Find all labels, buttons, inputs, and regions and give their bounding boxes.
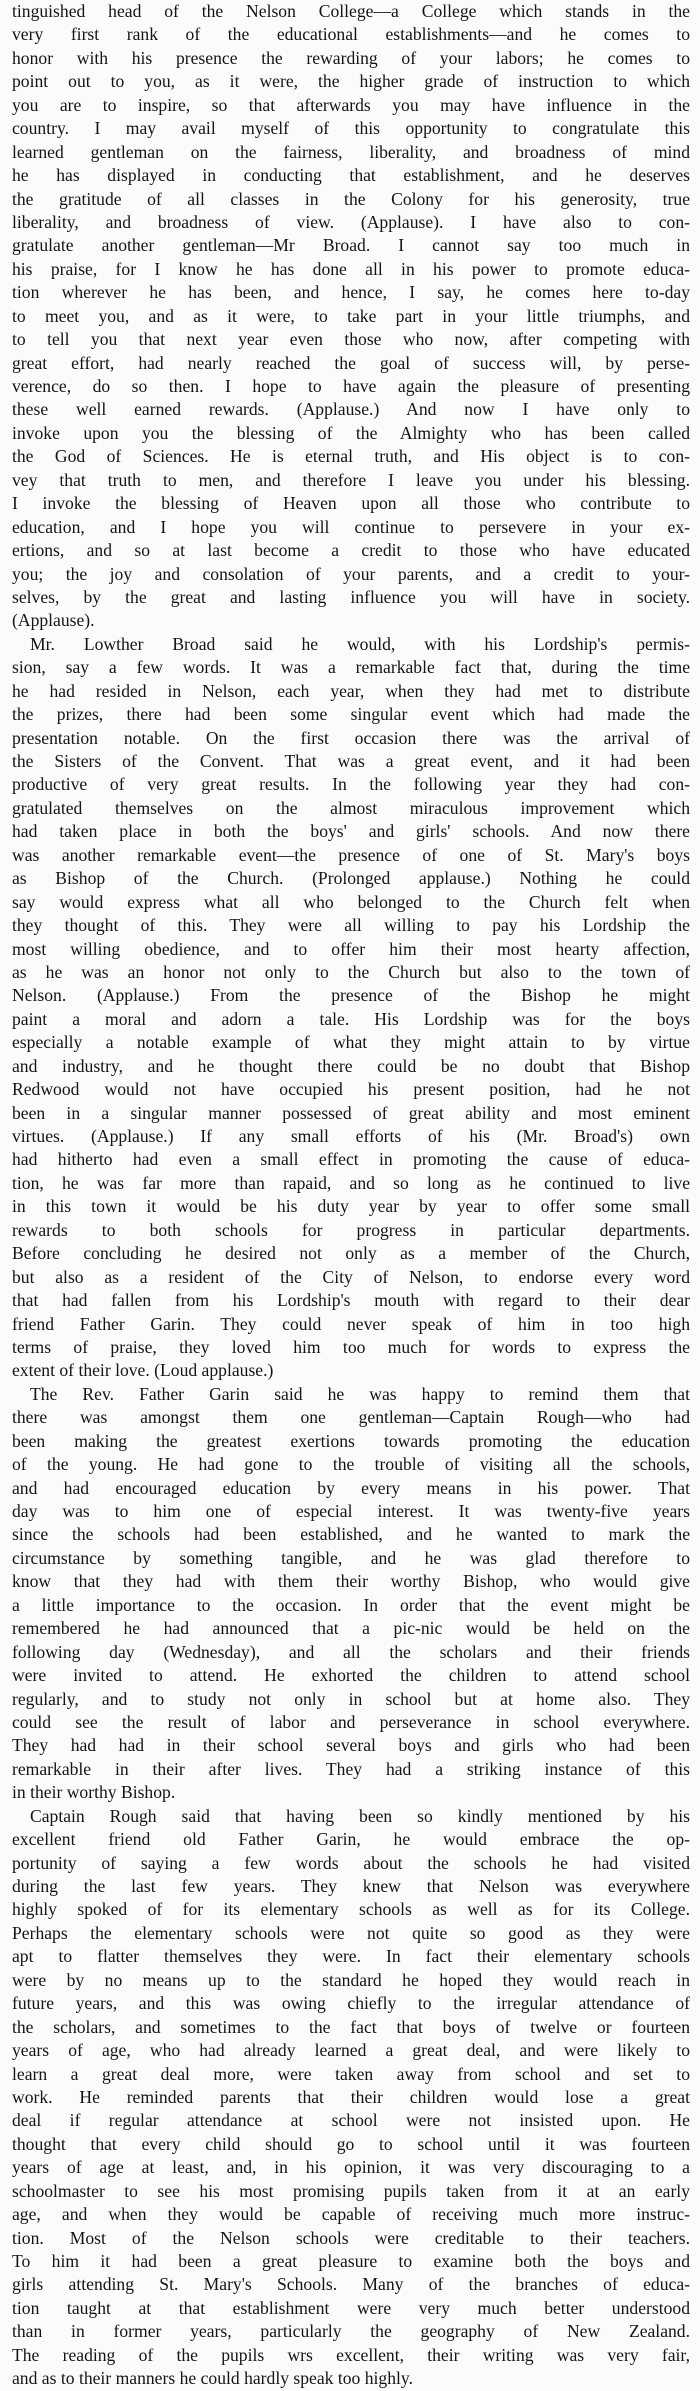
text-line: honor with his presence the rewarding of your labors; he comes to — [12, 47, 690, 68]
text-line: especially a notable example of what they might attain to by virtue — [12, 1032, 690, 1053]
text-line: most willing obedience, and to offer him their most hearty affection, — [12, 938, 690, 959]
article-paragraph — [12, 1805, 690, 2391]
text-line: I invoke the blessing of Heaven upon all those who contribute to — [12, 493, 690, 514]
text-line: tinguished head of the Nelson College—a College which stands in the — [12, 1, 690, 21]
text-line: years of age at least, and, in his opinion, it was very discouraging to a — [12, 2157, 690, 2178]
text-line: in this town it would be his duty year by year to offer some small — [12, 1196, 690, 1217]
text-line: he had resided in Nelson, each year, when they had met to distribute — [12, 680, 690, 701]
text-line: he has displayed in conducting that establishment, and he deserves — [12, 165, 690, 186]
text-line: the God of Sciences. He is eternal truth, and His object is to con- — [12, 446, 690, 467]
text-line: portunity of saying a few words about the schools he had visited — [12, 1852, 690, 1873]
text-line: Nelson. (Applause.) From the presence of the Bishop he might — [12, 985, 690, 1006]
text-line: say would express what all who belonged to the Church felt when — [12, 891, 690, 912]
text-line: his praise, for I know he has done all in his power to promote educa- — [12, 258, 690, 279]
text-line: the scholars, and sometimes to the fact that boys of twelve or fourteen — [12, 2016, 690, 2037]
text-line: future years, and this was owing chiefly to the irregular attendance of — [12, 1993, 690, 2014]
text-line: To him it had been a great pleasure to examine both the boys and — [12, 2251, 690, 2271]
text-line: had taken place in both the boys' and girls' schools. And now there — [12, 821, 690, 842]
text-line: Perhaps the elementary schools were not quite so good as they were — [12, 1922, 690, 1943]
text-line: and industry, and he thought there could be no doubt that Bishop — [12, 1055, 690, 1076]
text-line: since the schools had been established, and he wanted to mark the — [12, 1524, 690, 1545]
text-line: been making the greatest exertions towards promoting the education — [12, 1430, 690, 1451]
text-line: were by no means up to the standard he hoped they would reach in — [12, 1969, 690, 1990]
text-line: as Bishop of the Church. (Prolonged applause.) Nothing he could — [12, 868, 690, 889]
text-line: as he was an honor not only to the Church but also to the town of — [12, 961, 690, 982]
text-line: invoke upon you the blessing of the Almighty who has been called — [12, 422, 690, 443]
text-line: paint a moral and adorn a tale. His Lordship was for the boys — [12, 1008, 690, 1029]
text-line: you are to inspire, so that afterwards you may have influence in the — [12, 94, 690, 115]
text-line: tion. Most of the Nelson schools were creditable to their teachers. — [12, 2227, 690, 2248]
text-line: country. I may avail myself of this opportunity to congratulate this — [12, 118, 690, 139]
text-line: you; the joy and consolation of your parents, and a credit to your- — [12, 563, 690, 584]
text-line: schoolmaster to see his most promising pupils taken from it at an early — [12, 2180, 690, 2201]
text-line: but also as a resident of the City of Nelson, to endorse every word — [12, 1266, 690, 1287]
text-line: the gratitude of all classes in the Colony for his generosity, true — [12, 188, 690, 209]
text-line: these well earned rewards. (Applause.) And now I have only to — [12, 399, 690, 420]
text-line: rewards to both schools for progress in particular departments. — [12, 1219, 690, 1240]
text-line: and had encouraged education by every means in his power. That — [12, 1477, 690, 1498]
text-line: there was amongst them one gentleman—Captain Rough—who had — [12, 1407, 690, 1428]
text-line: thought that every child should go to school until it was fourteen — [12, 2133, 690, 2154]
text-line: regularly, and to study not only in school but at home also. They — [12, 1688, 690, 1709]
text-line: remarkable in their after lives. They had a striking instance of this — [12, 1758, 690, 1779]
text-line: ertions, and so at last become a credit to those who have educated — [12, 540, 690, 561]
text-line: terms of praise, they loved him too much for words to express the — [12, 1336, 690, 1357]
text-line: Redwood would not have occupied his present position, had he not — [12, 1079, 690, 1100]
text-line: a little importance to the occasion. In order that the event might be — [12, 1594, 690, 1615]
text-line: very first rank of the educational establishments—and he comes to — [12, 24, 690, 45]
text-line: that had fallen from his Lordship's mouth with regard to their dear — [12, 1290, 690, 1311]
text-line: to meet you, and as it were, to take part in your little triumphs, and — [12, 305, 690, 326]
text-line: apt to flatter themselves they were. In fact their elementary schools — [12, 1946, 690, 1967]
text-line: selves, by the great and lasting influence you will have in society. — [12, 586, 690, 607]
article-paragraph — [12, 1383, 690, 1805]
text-line: work. He reminded parents that their children would lose a great — [12, 2086, 690, 2107]
text-line: excellent friend old Father Garin, he would embrace the op- — [12, 1829, 690, 1850]
text-line: know that they had with them their worthy Bishop, who would give — [12, 1571, 690, 1592]
text-line: deal if regular attendance at school were not insisted upon. He — [12, 2110, 690, 2131]
text-line: point out to you, as it were, the higher grade of instruction to which — [12, 71, 690, 92]
text-line: presentation notable. On the first occasion there was the arrival of — [12, 727, 690, 748]
text-line: gratulated themselves on the almost miraculous improvement which — [12, 797, 690, 818]
text-line: gratulate another gentleman—Mr Broad. I cannot say too much in — [12, 235, 690, 256]
text-line: vey that truth to men, and therefore I leave you under his blessing. — [12, 469, 690, 490]
text-line: the Sisters of the Convent. That was a great event, and it had been — [12, 751, 690, 771]
text-line: sion, say a few words. It was a remarkable fact that, during the time — [12, 657, 690, 678]
text-line: were invited to attend. He exhorted the children to attend school — [12, 1665, 690, 1686]
text-line: girls attending St. Mary's Schools. Many of the branches of educa- — [12, 2274, 690, 2295]
text-line: than in former years, particularly the geography of New Zealand. — [12, 2321, 690, 2342]
text-line: The Rev. Father Garin said he was happy to remind them that — [30, 1383, 690, 1404]
text-line: years of age, who had already learned a great deal, and were likely to — [12, 2040, 690, 2061]
text-line: Mr. Lowther Broad said he would, with his Lordship's permis- — [30, 633, 690, 654]
text-line: The reading of the pupils wrs excellent, their writing was very fair, — [12, 2344, 690, 2365]
text-line: following day (Wednesday), and all the scholars and their friends — [12, 1641, 690, 1662]
text-line: learned gentleman on the fairness, liberality, and broadness of mind — [12, 141, 690, 162]
text-line: and as to their manners he could hardly speak too highly. — [12, 2368, 413, 2389]
text-line: liberality, and broadness of view. (Applause). I have also to con- — [12, 211, 690, 232]
text-line: tion wherever he has been, and hence, I say, he comes here to-day — [12, 282, 690, 303]
text-line: tion, he was far more than rapaid, and so long as he continued to live — [12, 1172, 690, 1193]
text-line: day was to him one of especial interest. It was twenty-five years — [12, 1501, 690, 1521]
text-line: had hitherto had even a small effect in promoting the cause of educa- — [12, 1149, 690, 1170]
text-line: highly spoked of for its elementary schools as well as for its College. — [12, 1899, 690, 1920]
text-line: verence, do so then. I hope to have again the pleasure of presenting — [12, 376, 690, 396]
text-line: the prizes, there had been some singular event which had made the — [12, 704, 690, 725]
text-line: virtues. (Applause.) If any small efforts of his (Mr. Broad's) own — [12, 1126, 690, 1146]
text-line: friend Father Garin. They could never speak of him in too high — [12, 1313, 690, 1334]
article-paragraph — [12, 0, 690, 633]
text-line: education, and I hope you will continue to persevere in your ex- — [12, 516, 690, 537]
text-line: tion taught at that establishment were very much better understood — [12, 2297, 690, 2318]
text-line: remembered he had announced that a pic-nic would be held on the — [12, 1618, 690, 1639]
text-line: extent of their love. (Loud applause.) — [12, 1360, 274, 1381]
text-line: learn a great deal more, were taken away from school and set to — [12, 2063, 690, 2084]
text-line: great effort, had nearly reached the goal of success will, by perse- — [12, 352, 690, 373]
text-line: circumstance by something tangible, and he was glad therefore to — [12, 1547, 690, 1568]
text-line: during the last few years. They knew that Nelson was everywhere — [12, 1876, 690, 1896]
text-line: Before concluding he desired not only as a member of the Church, — [12, 1243, 690, 1264]
text-line: They had had in their school several boys and girls who had been — [12, 1735, 690, 1756]
text-line: could see the result of labor and perseverance in school everywhere. — [12, 1711, 690, 1732]
text-line: age, and when they would be capable of receiving much more instruc- — [12, 2204, 690, 2225]
text-line: they thought of this. They were all willing to pay his Lordship the — [12, 915, 690, 936]
text-line: of the young. He had gone to the trouble of visiting all the schools, — [12, 1454, 690, 1475]
text-line: in their worthy Bishop. — [12, 1782, 176, 1803]
article-paragraph — [12, 633, 690, 1383]
text-line: to tell you that next year even those who now, after competing with — [12, 329, 690, 350]
text-line: Captain Rough said that having been so kindly mentioned by his — [30, 1805, 690, 1826]
text-line: (Applause). — [12, 610, 95, 631]
text-line: productive of very great results. In the following year they had con- — [12, 774, 690, 795]
text-line: was another remarkable event—the presence of one of St. Mary's boys — [12, 844, 690, 865]
text-line: been in a singular manner possessed of great ability and most eminent — [12, 1102, 690, 1123]
